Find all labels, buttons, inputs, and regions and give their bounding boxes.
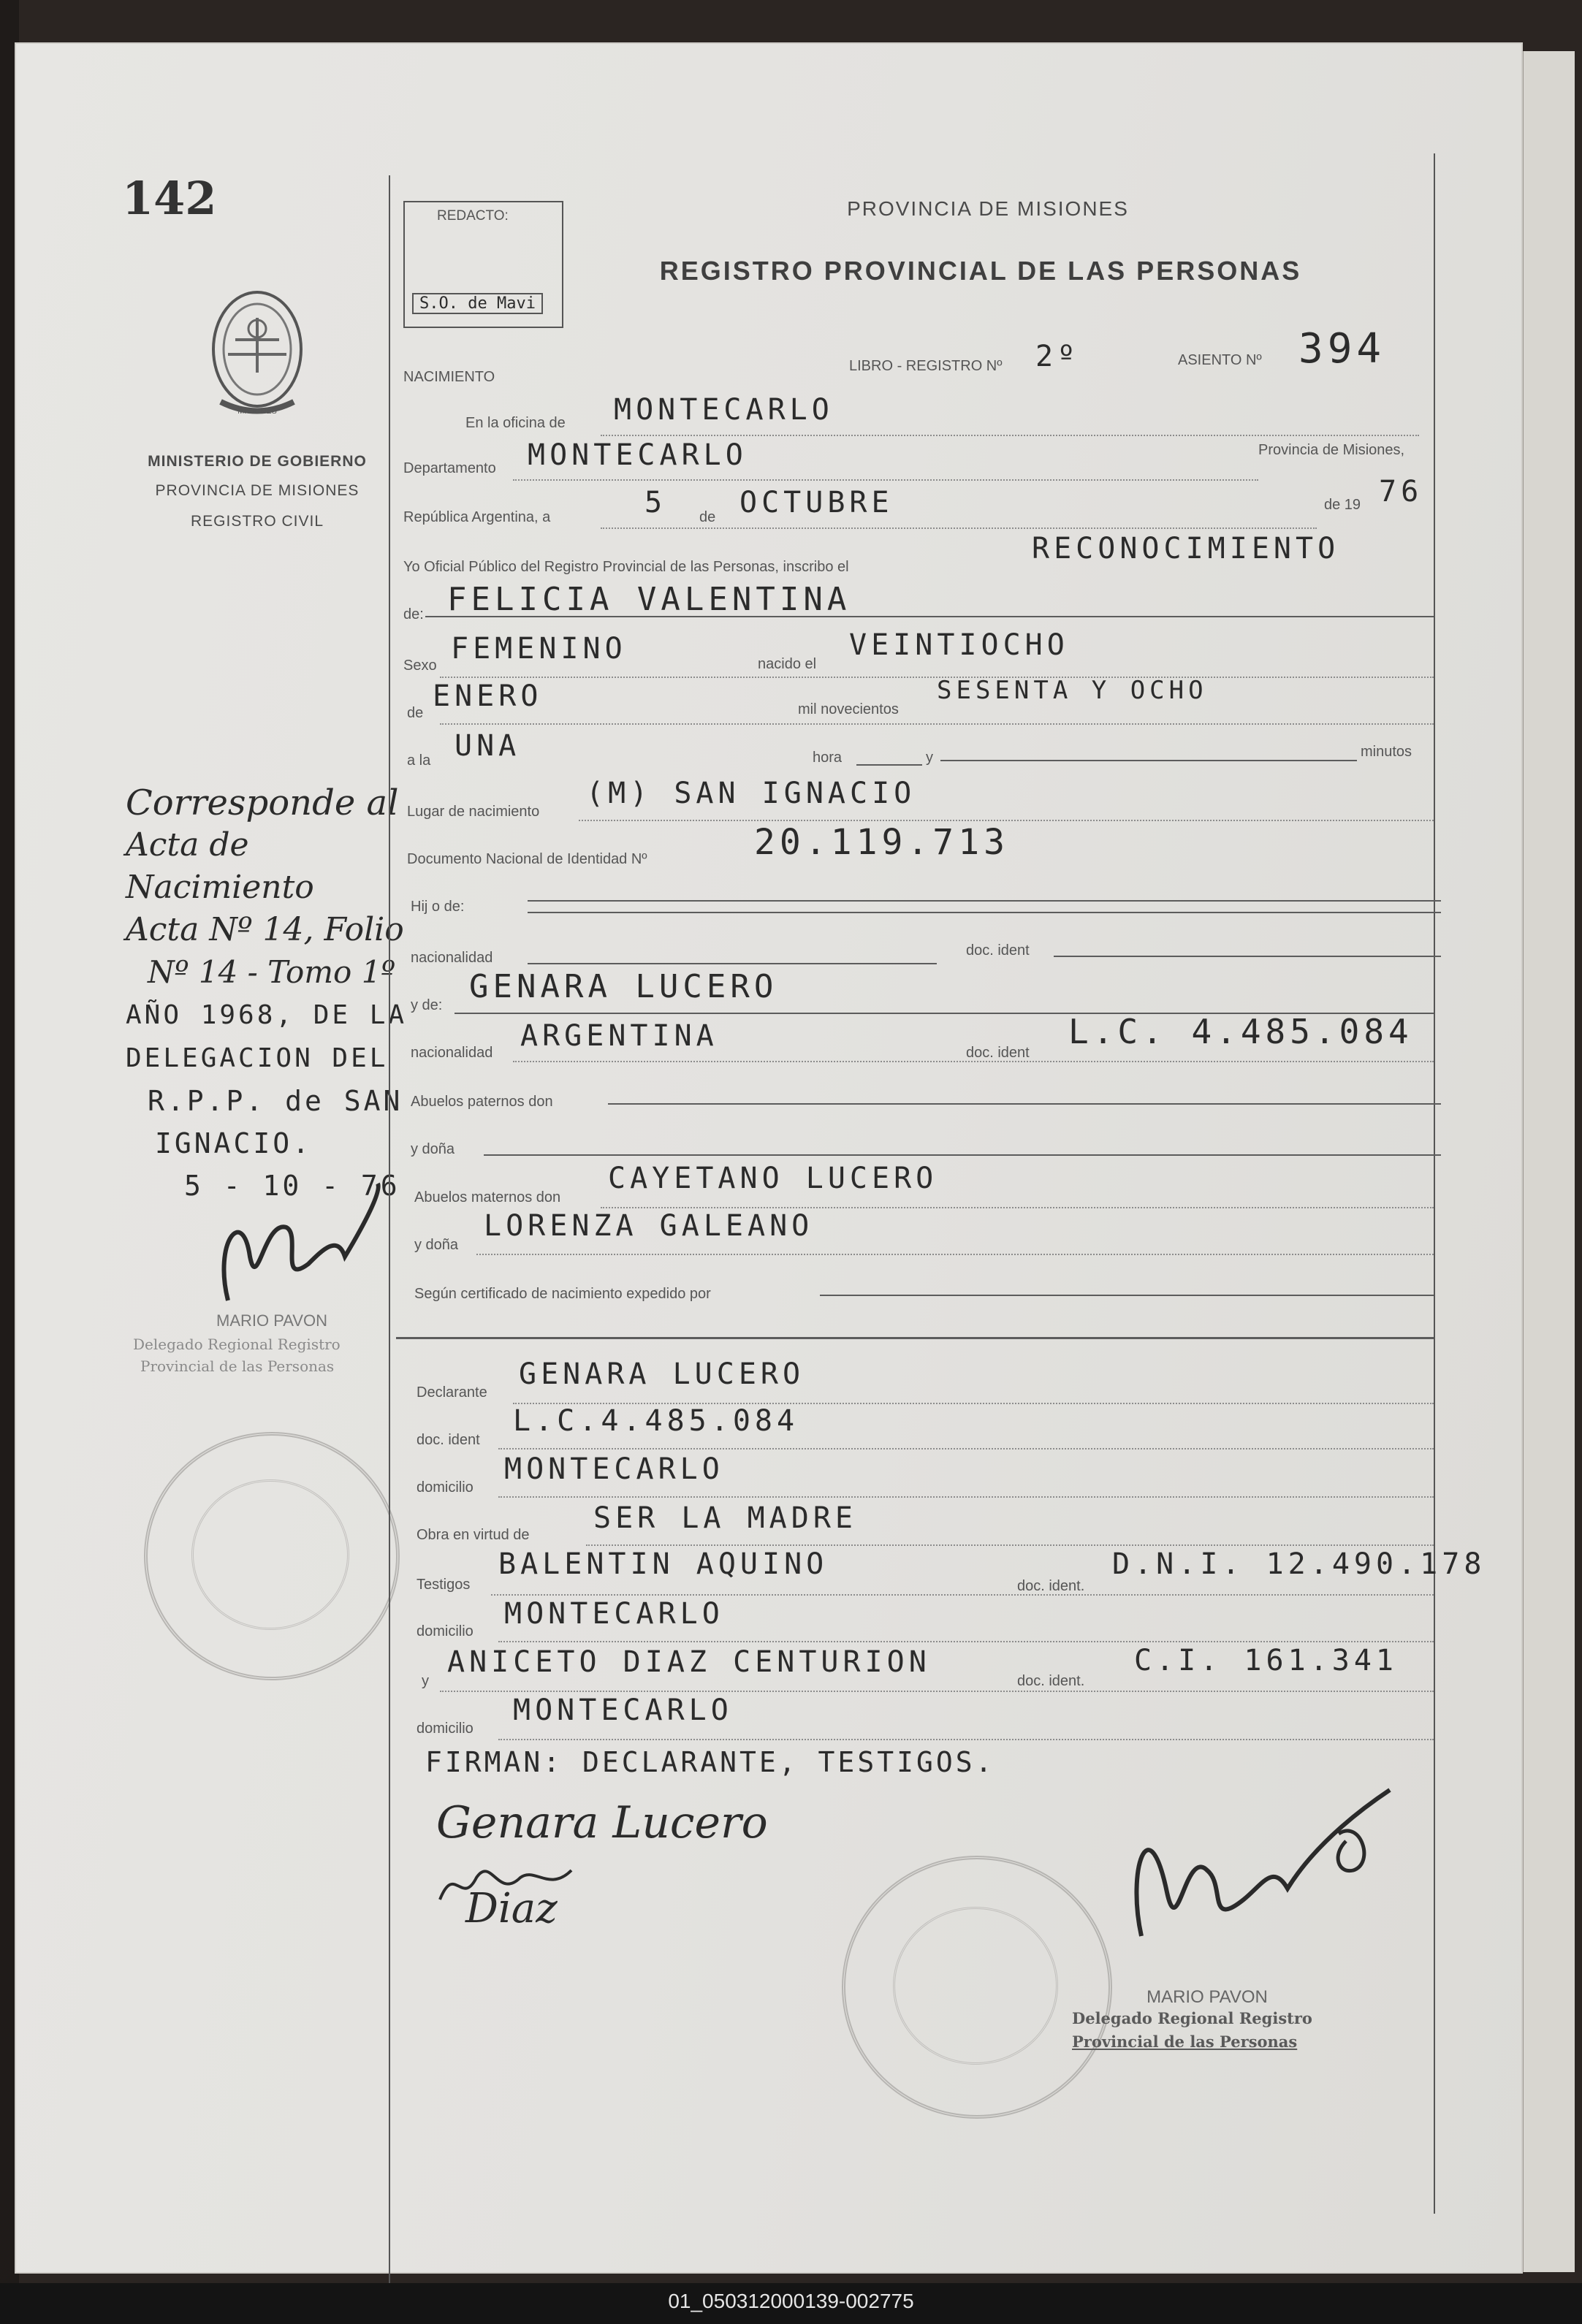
right-border xyxy=(1434,153,1435,2214)
civil-registry-label: REGISTRO CIVIL xyxy=(190,513,324,530)
firman-text: FIRMAN: DECLARANTE, TESTIGOS. xyxy=(425,1746,995,1778)
mil-label: mil novecientos xyxy=(798,701,899,717)
madre-value: GENARA LUCERO xyxy=(469,968,778,1005)
obra-value: SER LA MADRE xyxy=(593,1501,857,1535)
month-value: OCTUBRE xyxy=(739,486,894,519)
asiento-value: 394 xyxy=(1298,325,1386,373)
register-page xyxy=(16,44,1521,2272)
fill-line xyxy=(498,1739,1434,1740)
fill-line xyxy=(484,1154,1441,1156)
y-label: y xyxy=(422,1673,429,1689)
provincia-label: Provincia de Misiones, xyxy=(1258,442,1405,458)
witness-scribble-icon xyxy=(433,1856,593,1914)
republica-label: República Argentina, a xyxy=(403,509,551,525)
hora-label: hora xyxy=(813,750,843,766)
madre-nac-value: ARGENTINA xyxy=(520,1019,718,1053)
annotation-line: Acta Nº 14, Folio xyxy=(126,911,404,948)
fill-line xyxy=(528,963,937,964)
oficina-value: MONTECARLO xyxy=(614,393,834,427)
ydona-label: y doña xyxy=(411,1141,455,1157)
fill-line xyxy=(498,1641,1434,1642)
de-month-label: de xyxy=(407,705,424,721)
year-label: de 19 xyxy=(1324,497,1361,513)
testigos-label: Testigos xyxy=(417,1577,471,1593)
year-value: 76 xyxy=(1379,475,1423,508)
fill-line xyxy=(601,435,1419,436)
domicilio3-label: domicilio xyxy=(417,1721,474,1737)
obra-label: Obra en virtud de xyxy=(417,1527,530,1543)
domicilio-label: domicilio xyxy=(417,1479,474,1496)
fill-line xyxy=(579,820,1434,821)
declarante-doc-value: L.C.4.485.084 xyxy=(513,1404,799,1438)
y-label: y xyxy=(926,750,933,766)
fill-line xyxy=(820,1295,1434,1296)
dni-value: 20.119.713 xyxy=(754,822,1009,863)
seal-label: MISIONES xyxy=(237,407,277,416)
annotation-line: IGNACIO. xyxy=(155,1127,313,1159)
testigo1-value: BALENTIN AQUINO xyxy=(498,1547,829,1581)
redacto-label: REDACTO: xyxy=(437,208,509,224)
fill-line xyxy=(513,1061,1434,1062)
ab-paternos-label: Abuelos paternos don xyxy=(411,1094,553,1110)
fill-line xyxy=(608,1103,1441,1105)
fill-line xyxy=(601,527,1317,529)
declarante-value: GENARA LUCERO xyxy=(519,1357,805,1391)
inscribo-value: RECONOCIMIENTO xyxy=(1032,532,1340,565)
annotation-line: Acta de Nacimiento xyxy=(126,826,314,906)
segun-label: Según certificado de nacimiento expedido por xyxy=(414,1286,711,1302)
witness-signature: Diaz xyxy=(465,1885,558,1932)
image-caption: 01_050312000139-002775 xyxy=(668,2290,914,2312)
birth-month-value: ENERO xyxy=(433,679,543,713)
header-title: REGISTRO PROVINCIAL DE LAS PERSONAS xyxy=(659,256,1302,286)
delegate-title-1: Delegado Regional Registro xyxy=(133,1336,341,1353)
declarante-label: Declarante xyxy=(417,1384,487,1401)
madre-doc-label: doc. ident xyxy=(966,1045,1030,1061)
departamento-label: Departamento xyxy=(403,460,496,476)
annotation-line: DELEGACION DEL xyxy=(126,1043,389,1073)
section-divider xyxy=(396,1337,1434,1339)
nacido-value: VEINTIOCHO xyxy=(849,628,1069,662)
nacido-label: nacido el xyxy=(758,656,817,672)
fill-line xyxy=(856,764,922,766)
ministry-label: MINISTERIO DE GOBIERNO xyxy=(148,453,367,470)
delegate-signature-icon xyxy=(199,1176,389,1322)
fill-line xyxy=(601,1207,1434,1208)
lugar-value: (M) SAN IGNACIO xyxy=(586,777,916,810)
fill-line xyxy=(1054,956,1441,957)
domicilio2-value: MONTECARLO xyxy=(504,1597,724,1631)
delegate-title-2: Provincial de las Personas xyxy=(140,1357,335,1375)
fill-line xyxy=(498,1496,1434,1498)
header-province: PROVINCIA DE MISIONES xyxy=(847,197,1129,220)
day-value: 5 xyxy=(644,486,667,519)
lugar-label: Lugar de nacimiento xyxy=(407,804,540,820)
inscribo-label: Yo Oficial Público del Registro Provincial de las Personas, inscribo el xyxy=(403,559,849,575)
domicilio-value: MONTECARLO xyxy=(504,1452,724,1486)
registry-stamp-right xyxy=(842,1856,1112,2119)
officer-title-2: Provincial de las Personas xyxy=(1072,2032,1298,2051)
annotation-line: Nº 14 - Tomo 1º xyxy=(148,954,396,990)
domicilio2-label: domicilio xyxy=(417,1623,474,1639)
officer-signature-icon xyxy=(1098,1761,1404,1980)
fill-line xyxy=(491,1594,1434,1596)
fill-line xyxy=(513,479,1258,481)
fill-line xyxy=(586,1544,1434,1546)
doc-ident-label: doc. ident xyxy=(966,942,1030,959)
libro-value: 2º xyxy=(1035,340,1080,373)
name-value: FELICIA VALENTINA xyxy=(447,581,851,618)
madre-nac-label: nacionalidad xyxy=(411,1045,493,1061)
annotation-line: Corresponde al xyxy=(126,782,399,823)
margin-annotation xyxy=(126,782,418,1207)
registry-stamp-left xyxy=(144,1432,400,1680)
sexo-value: FEMENINO xyxy=(451,632,627,666)
fill-line xyxy=(528,900,1441,902)
ab-maternos-label: Abuelos maternos don xyxy=(414,1189,561,1205)
nacionalidad-label: nacionalidad xyxy=(411,950,493,966)
ala-value: UNA xyxy=(455,729,521,763)
madre-doc-value: L.C. 4.485.084 xyxy=(1068,1012,1413,1051)
oficina-label: En la oficina de xyxy=(465,415,566,431)
page-number: 142 xyxy=(122,172,217,225)
next-page-edge xyxy=(1521,51,1575,2272)
yde-label: y de: xyxy=(411,997,443,1013)
record-type: NACIMIENTO xyxy=(403,369,495,385)
delegate-name: MARIO PAVON xyxy=(216,1311,327,1330)
testigo2-value: ANICETO DIAZ CENTURION xyxy=(447,1645,931,1679)
dni-label: Documento Nacional de Identidad Nº xyxy=(407,851,647,867)
ala-label: a la xyxy=(407,753,431,769)
ab-maternos-value: CAYETANO LUCERO xyxy=(608,1162,938,1195)
fill-line xyxy=(476,1254,1434,1255)
officer-name: MARIO PAVON xyxy=(1146,1987,1268,2007)
province-label: PROVINCIA DE MISIONES xyxy=(155,482,360,499)
libro-label: LIBRO - REGISTRO Nº xyxy=(849,358,1003,374)
hijo-label: Hij o de: xyxy=(411,899,465,915)
mother-signature: Genara Lucero xyxy=(436,1797,768,1848)
asiento-label: ASIENTO Nº xyxy=(1178,352,1262,368)
column-divider xyxy=(389,175,390,2294)
fill-line xyxy=(498,1448,1434,1449)
fill-line xyxy=(425,616,1434,617)
annotation-line: 5 - 10 - 76 xyxy=(184,1170,400,1202)
annotation-line: AÑO 1968, DE LA xyxy=(126,1000,408,1030)
de-label: de xyxy=(699,509,716,525)
ydona2-label: y doña xyxy=(414,1237,459,1253)
sexo-label: Sexo xyxy=(403,658,437,674)
domicilio3-value: MONTECARLO xyxy=(513,1694,733,1727)
fill-line xyxy=(940,760,1357,761)
officer-title-1: Delegado Regional Registro xyxy=(1072,2009,1312,2027)
departamento-value: MONTECARLO xyxy=(528,438,748,472)
fill-line xyxy=(528,912,1441,913)
birth-year-value: SESENTA Y OCHO xyxy=(937,676,1208,705)
ydona2-value: LORENZA GALEANO xyxy=(484,1209,814,1243)
testigo2-doc-value: C.I. 161.341 xyxy=(1134,1644,1398,1677)
testigo1-doc-value: D.N.I. 12.490.178 xyxy=(1112,1547,1486,1581)
name-label: de: xyxy=(403,606,424,622)
redacto-box xyxy=(403,201,563,328)
fill-line xyxy=(440,723,1434,725)
fill-line xyxy=(440,1691,1434,1692)
testigo2-doc-label: doc. ident. xyxy=(1017,1673,1085,1689)
minutos-label: minutos xyxy=(1361,744,1412,760)
testigo1-doc-label: doc. ident. xyxy=(1017,1578,1085,1594)
annotation-line: R.P.P. de SAN xyxy=(148,1085,403,1117)
redacto-value: S.O. de Mavi xyxy=(412,293,543,314)
declarante-doc-label: doc. ident xyxy=(417,1432,480,1448)
